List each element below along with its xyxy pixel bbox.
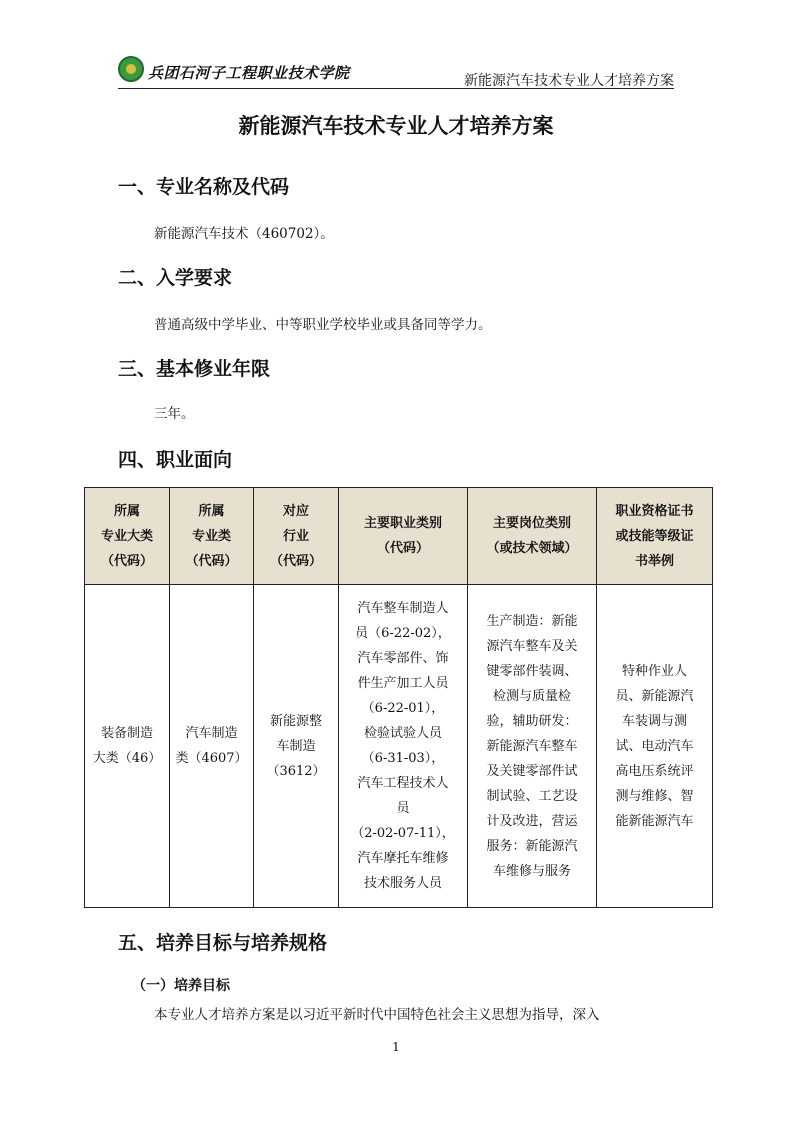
header-divider (118, 88, 674, 89)
header-cell: 职业资格证书 或技能等级证 书举例 (597, 488, 713, 585)
table-cell: 新能源整 车制造 （3612） (254, 585, 339, 908)
table-cell: 特种作业人 员、新能源汽 车装调与测 试、电动汽车 高电压系统评 测与维修、智 能新能源汽车 (597, 585, 713, 908)
section-heading-4: 四、职业面向 (118, 449, 233, 471)
header-cell: 所属 专业大类 （代码） (85, 488, 170, 585)
school-name: 兵团石河子工程职业技术学院 (148, 64, 350, 82)
table-row (85, 585, 713, 908)
table-cell: 生产制造：新能 源汽车整车及关 键零部件装调、 检测与质量检 验，辅助研发： 新能源汽车整车 及关键零部件试 制试验、工艺设 计及改进，营运 服务：新能源汽 车维修与服务 (468, 585, 597, 908)
section-heading-5: 五、培养目标与培养规格 (118, 932, 328, 954)
page-number: 1 (392, 1040, 400, 1054)
section-text-2: 普通高级中学毕业、中等职业学校毕业或具备同等学力。 (154, 317, 492, 333)
header-cell: 所属 专业类 （代码） (170, 488, 254, 585)
document-title: 新能源汽车技术专业人才培养方案 (238, 114, 554, 138)
section-heading-2: 二、入学要求 (118, 267, 233, 289)
table-header-row (85, 488, 713, 585)
school-logo-icon (118, 56, 144, 82)
section-heading-1: 一、专业名称及代码 (118, 176, 290, 198)
table-cell: 装备制造 大类（46） (85, 585, 170, 908)
header-cell: 主要职业类别 （代码） (339, 488, 468, 585)
header-cell: 对应 行业 （代码） (254, 488, 339, 585)
section-text-3: 三年。 (154, 406, 195, 422)
occupation-table (84, 487, 713, 908)
header-doc-title: 新能源汽车技术专业人才培养方案 (464, 73, 674, 89)
section-text-1: 新能源汽车技术（460702）。 (154, 226, 334, 242)
header-cell: 主要岗位类别 （或技术领域） (468, 488, 597, 585)
subsection-heading: （一）培养目标 (132, 978, 230, 994)
subsection-text: 本专业人才培养方案是以习近平新时代中国特色社会主义思想为指导，深入 (154, 1007, 600, 1023)
page-header (118, 56, 674, 88)
table-cell: 汽车整车制造人 员（6-22-02）， 汽车零部件、饰 件生产加工人员 （6-22-01）， 检验试验人员 （6-31-03）， 汽车工程技术人 员 （2-02-07-11）， 汽车摩托车维修 技术服务人员 (339, 585, 468, 908)
table-cell: 汽车制造 类（4607） (170, 585, 254, 908)
section-heading-3: 三、基本修业年限 (118, 358, 271, 380)
